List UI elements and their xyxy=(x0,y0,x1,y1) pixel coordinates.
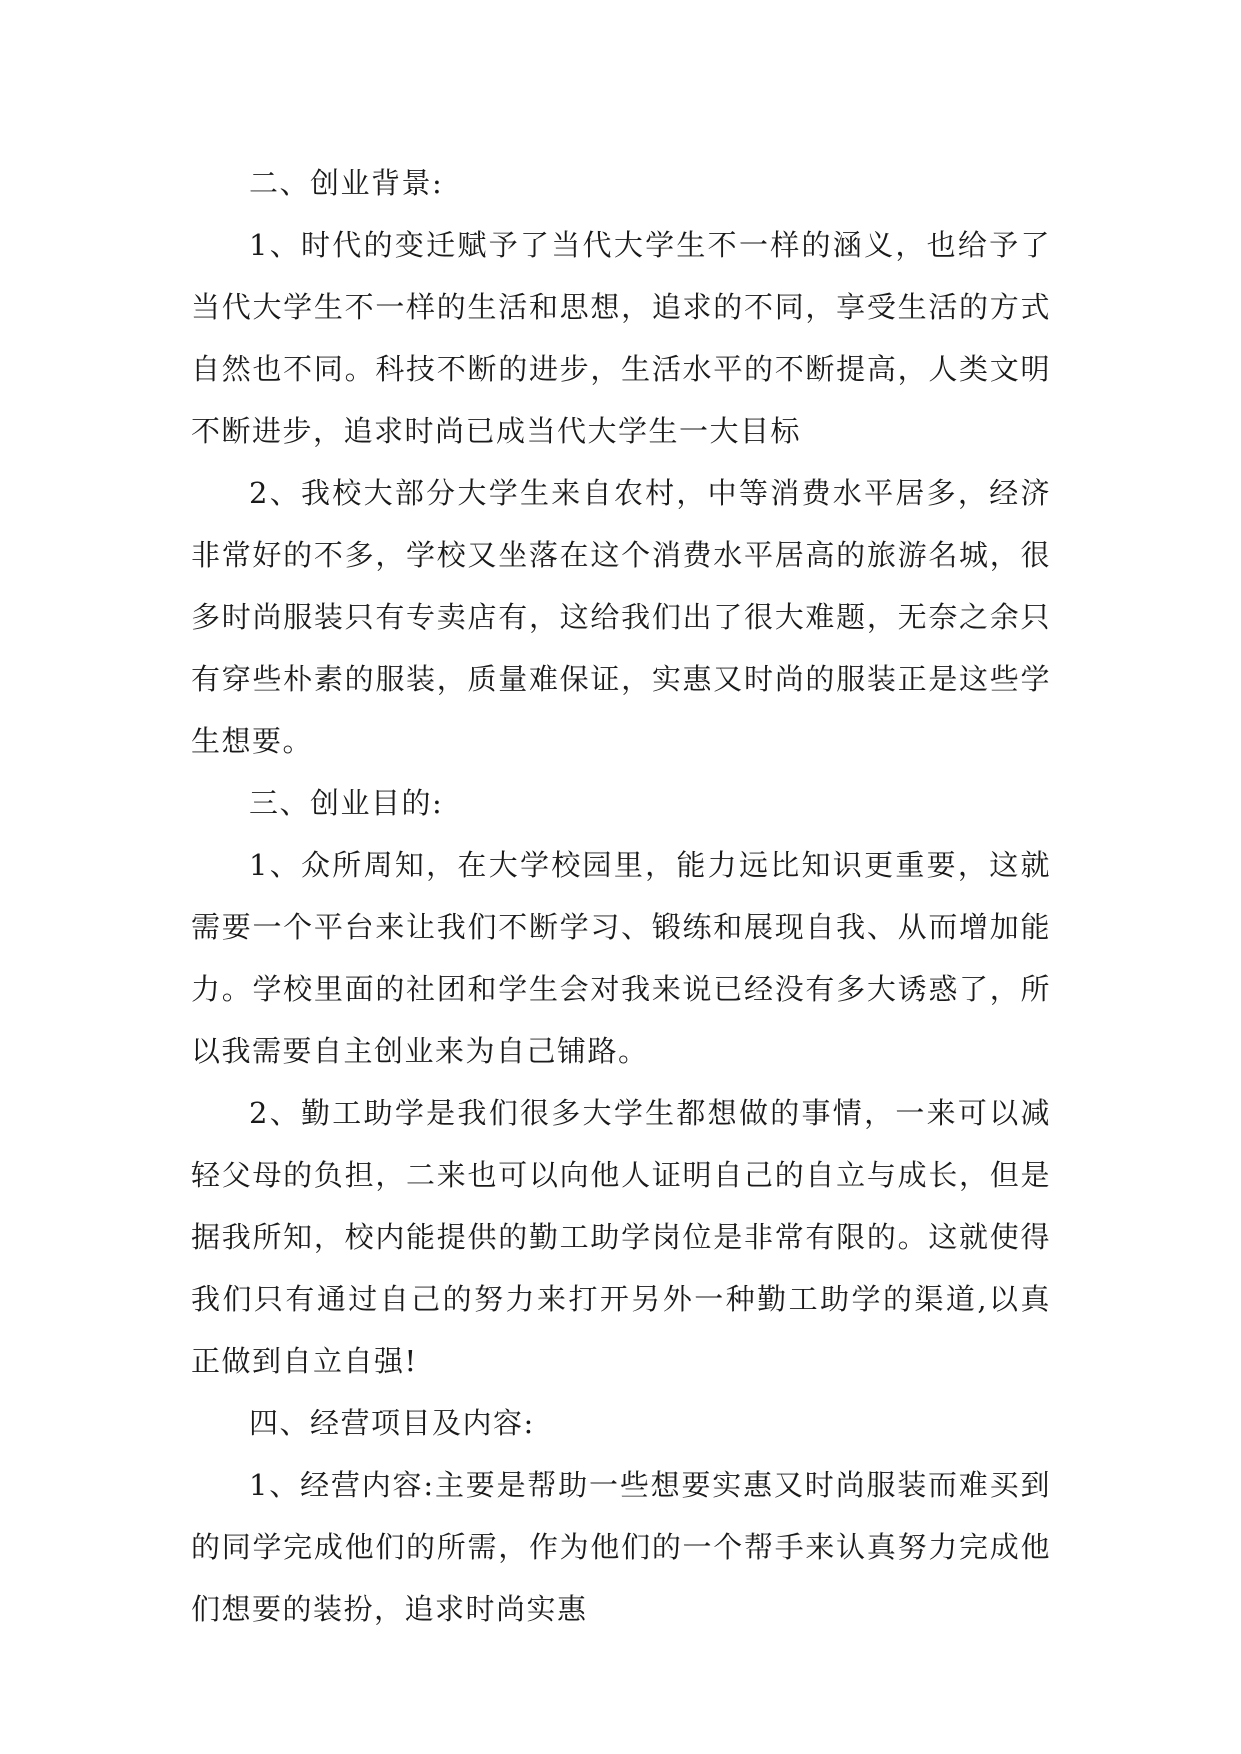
document-body xyxy=(191,152,1051,1640)
section-heading-purpose: 三、创业目的: xyxy=(249,786,444,820)
section-heading-background: 二、创业背景: xyxy=(249,166,444,200)
section-heading-business: 四、经营项目及内容: xyxy=(249,1406,535,1440)
paragraph-background-2: 2、我校大部分大学生来自农村，中等消费水平居多，经济非常好的不多，学校又坐落在这个消费水平居高的旅游名城，很多时尚服装只有专卖店有，这给我们出了很大难题，无奈之余只有穿些朴素的服装，质量难保证，实惠又时尚的服装正是这些学生想要。 xyxy=(191,476,1051,758)
paragraph-background-1: 1、时代的变迁赋予了当代大学生不一样的涵义，也给予了当代大学生不一样的生活和思想，追求的不同，享受生活的方式自然也不同。科技不断的进步，生活水平的不断提高，人类文明不断进步，追求时尚已成当代大学生一大目标 xyxy=(191,228,1051,448)
paragraph-purpose-1: 1、众所周知，在大学校园里，能力远比知识更重要，这就需要一个平台来让我们不断学习、锻练和展现自我、从而增加能力。学校里面的社团和学生会对我来说已经没有多大诱惑了，所以我需要自主创业来为自己铺路。 xyxy=(191,848,1051,1068)
paragraph-business-1: 1、经营内容:主要是帮助一些想要实惠又时尚服装而难买到的同学完成他们的所需，作为他们的一个帮手来认真努力完成他们想要的装扮，追求时尚实惠 xyxy=(191,1468,1051,1626)
paragraph-purpose-2: 2、勤工助学是我们很多大学生都想做的事情，一来可以减轻父母的负担，二来也可以向他人证明自己的自立与成长，但是据我所知，校内能提供的勤工助学岗位是非常有限的。这就使得我们只有通过自己的努力来打开另外一种勤工助学的渠道,以真正做到自立自强! xyxy=(191,1096,1051,1378)
